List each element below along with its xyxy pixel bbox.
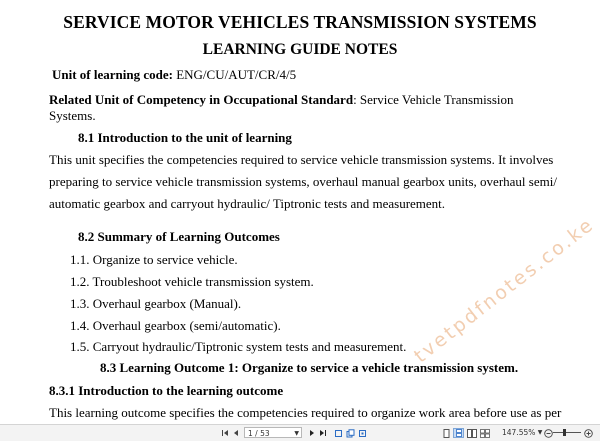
zoom-out-icon[interactable] bbox=[543, 428, 553, 438]
list-item: 1.1. Organize to service vehicle. bbox=[70, 252, 238, 267]
related-unit-line2: Systems. bbox=[49, 108, 96, 123]
unit-code-label: Unit of learning code: bbox=[52, 67, 173, 82]
list-item: 1.5. Carryout hydraulic/Tiptronic system tests and measurement. bbox=[70, 339, 407, 354]
page-number-value: 1 / 53 bbox=[248, 429, 270, 438]
paragraph-line: This learning outcome specifies the competencies required to organize work area before use as per bbox=[49, 405, 562, 420]
continuous-view-icon[interactable] bbox=[453, 428, 464, 438]
fit-page-icon[interactable] bbox=[357, 428, 367, 438]
related-unit-line1 bbox=[49, 92, 514, 108]
paragraph-line: preparing to service vehicle transmission systems, overhaul manual gearbox units, overhaul semi/ bbox=[49, 174, 557, 189]
list-item: 1.2. Troubleshoot vehicle transmission system. bbox=[70, 274, 314, 289]
paragraph-line: This unit specifies the competencies required to service vehicle transmission systems. It involves bbox=[49, 152, 554, 167]
heading-8-1: 8.1 Introduction to the unit of learning bbox=[78, 130, 292, 145]
pdf-viewer-toolbar bbox=[0, 424, 600, 441]
zoom-slider[interactable] bbox=[553, 432, 581, 433]
heading-8-2: 8.2 Summary of Learning Outcomes bbox=[78, 229, 280, 244]
unit-code bbox=[52, 67, 296, 83]
related-unit-label: Related Unit of Competency in Occupational Standard bbox=[49, 92, 354, 107]
page-number-input[interactable] bbox=[244, 427, 302, 438]
two-page-view-icon[interactable] bbox=[466, 428, 477, 438]
paragraph-line: automatic gearbox and carryout hydraulic/ Tiptronic tests and measurement. bbox=[49, 196, 446, 211]
last-page-icon[interactable] bbox=[318, 428, 328, 438]
prev-page-icon[interactable] bbox=[231, 428, 241, 438]
first-page-icon[interactable] bbox=[220, 428, 230, 438]
list-item: 1.3. Overhaul gearbox (Manual). bbox=[70, 296, 242, 311]
zoom-level[interactable]: 147.55% bbox=[502, 428, 536, 437]
zoom-dropdown-icon[interactable]: ▼ bbox=[537, 429, 543, 436]
heading-8-3: 8.3 Learning Outcome 1: Organize to service a vehicle transmission system. bbox=[100, 360, 519, 375]
unit-code-value: ENG/CU/AUT/CR/4/5 bbox=[172, 67, 297, 82]
two-page-continuous-icon[interactable] bbox=[479, 428, 490, 438]
zoom-slider-handle[interactable] bbox=[563, 429, 566, 436]
chevron-down-icon: ▼ bbox=[294, 430, 299, 437]
heading-8-3-1: 8.3.1 Introduction to the learning outcome bbox=[49, 383, 284, 398]
next-page-icon[interactable] bbox=[307, 428, 317, 438]
zoom-in-icon[interactable] bbox=[583, 428, 593, 438]
copy-icon[interactable] bbox=[345, 428, 355, 438]
document-title: SERVICE MOTOR VEHICLES TRANSMISSION SYSTEMS bbox=[63, 12, 537, 32]
document-subtitle: LEARNING GUIDE NOTES bbox=[202, 41, 398, 58]
single-page-view-icon[interactable] bbox=[441, 428, 452, 438]
list-item: 1.4. Overhaul gearbox (semi/automatic). bbox=[70, 318, 281, 333]
rotate-icon[interactable] bbox=[333, 428, 343, 438]
related-unit-value: : Service Vehicle Transmission bbox=[353, 92, 514, 107]
watermark: tvetpdfnotes.co.ke bbox=[410, 213, 599, 368]
